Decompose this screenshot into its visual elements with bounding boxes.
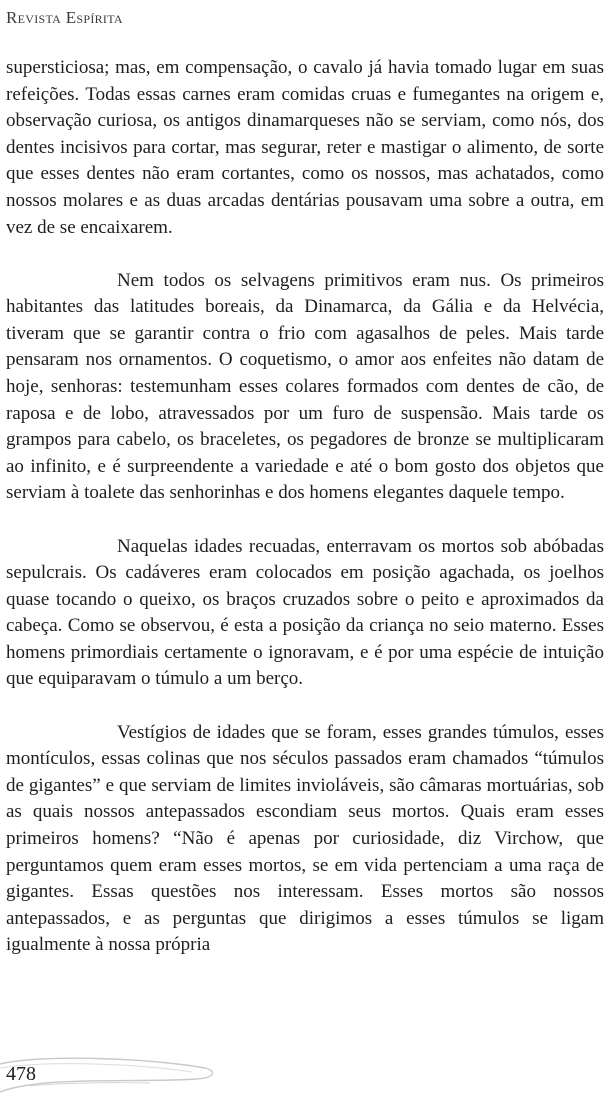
- paragraph: Naquelas idades recuadas, enterravam os mortos sob abóbadas sepulcrais. Os cadáveres eram colocados em posição agachada, os joelhos quase tocando o queixo, os braços cruzados sobre o peito e aproximados da cabeça. Como se observou, é esta a posição da criança no seio materno. Esses homens primordiais certamente o ignoravam, e é por uma espécie de intuição que equiparavam o túmulo a um berço.: [6, 535, 604, 690]
- page-number: 478: [6, 1063, 36, 1085]
- paragraph: Nem todos os selvagens primitivos eram nus. Os primeiros habitantes das latitudes boreais, da Dinamarca, da Gália e da Helvécia, tiveram que se garantir contra o frio com agasalhos de peles. Mais tarde pensaram nos ornamentos. O coquetismo, o amor aos enfeites não datam de hoje, senhoras: testemunham esses colares formados com dentes de cão, de raposa e de lobo, atravessados por um furo de suspensão. Mais tarde os grampos para cabelo, os braceletes, os pegadores de bronze se multiplicaram ao infinito, e é surpreendente a variedade e até o bom gosto dos objetos que serviam à toalete das senhorinhas e dos homens elegantes daquele tempo.: [6, 269, 604, 504]
- paragraph: Vestígios de idades que se foram, esses grandes túmulos, esses montículos, essas colinas que nos séculos passados eram chamados “túmulos de gigantes” e que serviam de limites invioláveis, são câmaras mortuárias, sob as quais nossos antepassados escondiam seus mortos. Quais eram esses primeiros homens? “Não é apenas por curiosidade, diz Virchow, que perguntamos quem eram esses mortos, se em vida pertenciam a uma raça de gigantes. Essas questões nos interessam. Esses mortos são nossos antepassados, e as perguntas que dirigimos a esses túmulos se ligam igualmente à nossa própria: [6, 721, 604, 956]
- page-footer: [0, 1052, 611, 1096]
- body-text: [6, 55, 604, 959]
- paragraph-continued: supersticiosa; mas, em compensação, o cavalo já havia tomado lugar em suas refeições. Todas essas carnes eram comidas cruas e fumegantes na origem e, observação curiosa, os antigos dinamarqueses não se serviam, como nós, dos dentes incisivos para cortar, mas segurar, reter e mastigar o alimento, de sorte que esses dentes não eram cortantes, como os nossos, mas achatados, como nossos molares e as duas arcadas dentárias pousavam uma sobre a outra, em vez de se encaixarem.: [6, 57, 604, 238]
- running-header: Revista Espírita: [6, 8, 123, 27]
